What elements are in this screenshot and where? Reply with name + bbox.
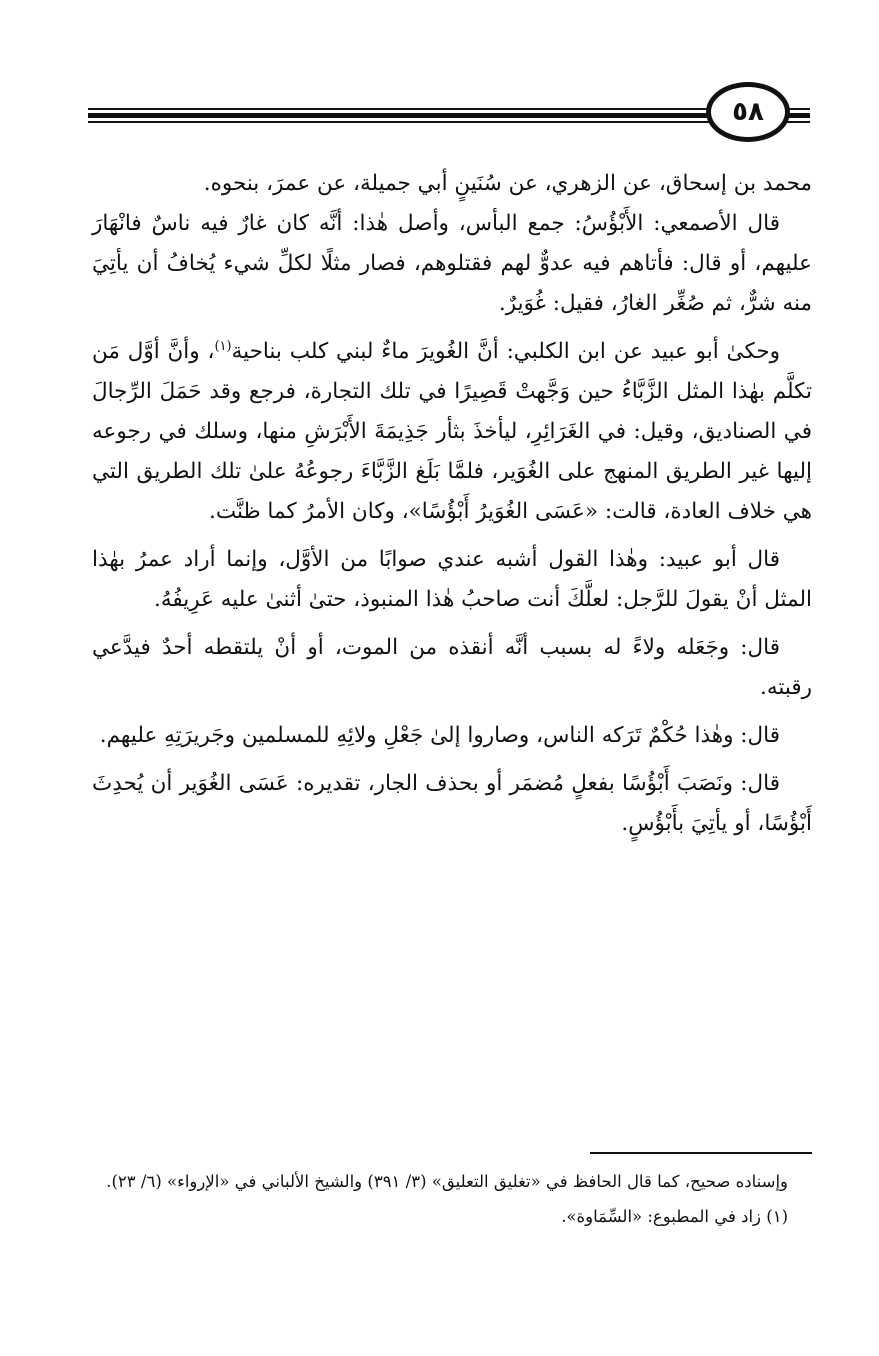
header-rule-top — [88, 108, 810, 110]
paragraph-abu-ubayd-story — [92, 332, 812, 532]
footnote-1: (١) زاد في المطبوع: «السِّمَاوة». — [561, 1207, 788, 1226]
paragraph-asmai: قال الأصمعي: الأَبْؤُسُ: جمع البأس، وأصل هٰذا: أنَّه كان غارٌ فيه ناسٌ فانْهَارَ عليهم، أو قال: فأتاهم فيه عدوٌّ لهم فقتلوهم، فصار مثلًا لكلِّ شيء يُخافُ أن يأتِيَ منه شرٌّ، ثم صُغِّر الغارُ، فقيل: غُوَيرٌ. — [92, 211, 812, 316]
footnote-continuation: وإسناده صحيح، كما قال الحافظ في «تغليق التعليق» (٣/ ٣٩١) والشيخ الألباني في «الإرواء» (٦/ ٢٣). — [106, 1172, 788, 1191]
page-number: ٥٨ — [732, 97, 764, 127]
header-rule-middle — [88, 113, 810, 118]
main-text — [92, 164, 812, 844]
footnote-reference-1[interactable]: (١) — [214, 338, 232, 354]
page-header — [88, 82, 810, 146]
paragraph-abu-ubayd-opinion: قال أبو عبيد: وهٰذا القول أشبه عندي صوابًا من الأوَّل، وإنما أراد عمرُ بهٰذا المثل أنْ يقولَ للرَّجل: لعلَّكَ أنت صاحبُ هٰذا المنبوذ، حتىٰ أثنىٰ عليه عَرِيفُهُ. — [92, 547, 812, 612]
paragraph-wala: قال: وجَعَله ولاءً له بسبب أنَّه أنقذه من الموت، أو أنْ يلتقطه أحدٌ فيدَّعي رقبته. — [92, 635, 812, 700]
paragraph-continuation: محمد بن إسحاق، عن الزهري، عن سُنَينٍ أبي جميلة، عن عمرَ، بنحوه. — [203, 171, 812, 196]
paragraph-grammar: قال: ونَصَبَ أَبْؤُسًا بفعلٍ مُضمَر أو بحذف الجار، تقديره: عَسَى الغُوَير أن يُحدِثَ أَبْؤُسًا، أو يأتِيَ بأَبْؤُسٍ. — [92, 771, 812, 836]
paragraph-abu-ubayd-story-rest: ، وأنَّ أوَّل مَن تكلَّم بهٰذا المثل الزَّبَّاءُ حين وَجَّهتْ قَصِيرًا في تلك التجارة، فرجع وقد حَمَلَ الرِّجالَ في الصناديق، وقيل: في الغَرَائِرِ، ليأخذَ بثأر جَذِيمَةَ الأَبْرَشِ منها، وسلك في رجوعه إليها غير الطريق المنهج على الغُوَير، فلمَّا بَلَغ الزَّبَّاءَ رجوعُهُ علىٰ تلك الطريق التي هي خلاف العادة، قالت: «عَسَى الغُوَيرُ أَبْؤُسًا»، وكان الأمرُ كما ظنَّت. — [92, 339, 812, 524]
paragraph-ruling: قال: وهٰذا حُكْمٌ تَرَكه الناس، وصاروا إلىٰ جَعْلِ ولائِهِ للمسلمين وجَريرَتِهِ عليهم. — [99, 723, 780, 748]
page-number-ornament — [706, 82, 790, 142]
paragraph-abu-ubayd-story-start: وحكىٰ أبو عبيد عن ابن الكلبي: أنَّ الغُويرَ ماءٌ لبني كلب بناحية — [231, 339, 781, 364]
header-rule-bottom — [88, 121, 810, 123]
footnotes — [92, 1164, 812, 1234]
footnote-separator — [590, 1152, 812, 1154]
